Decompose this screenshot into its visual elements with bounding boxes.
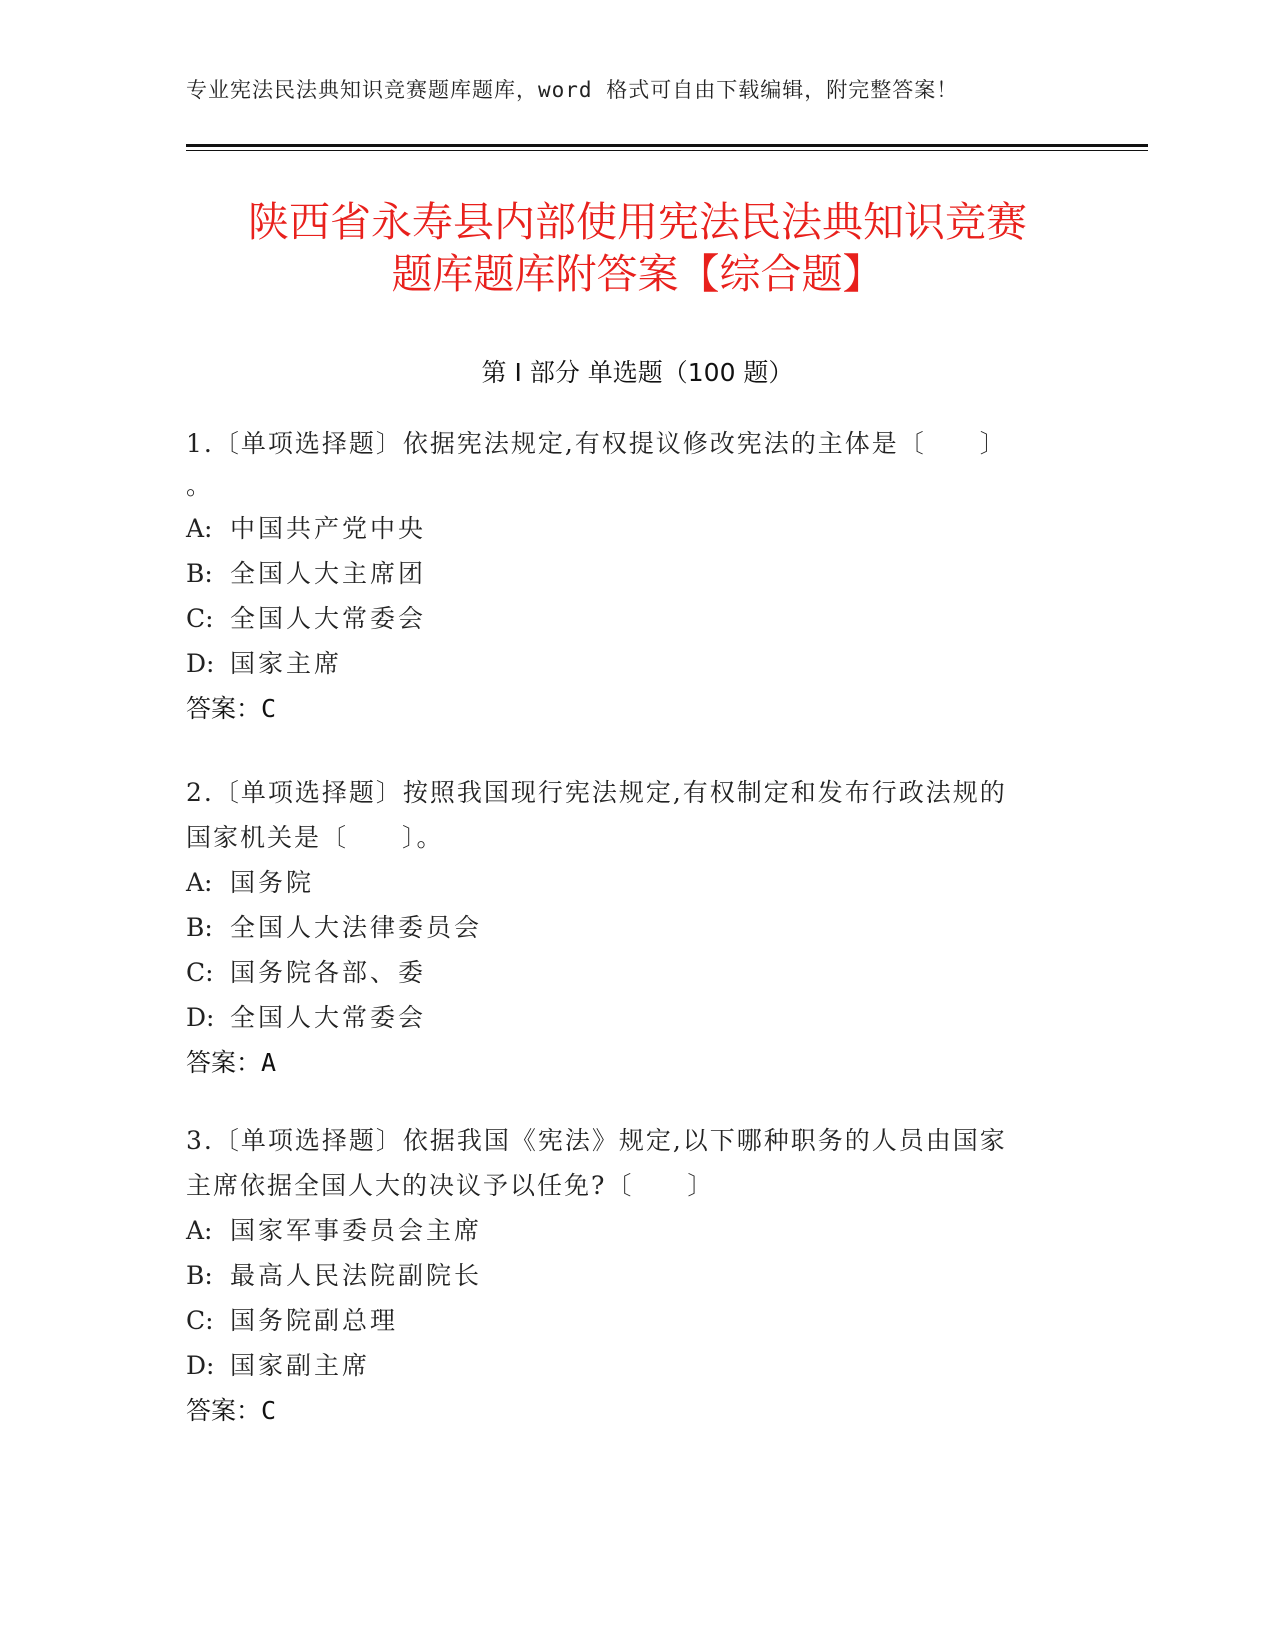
answer-line [186,686,1086,731]
option-d [186,995,1086,1040]
option-letter: C: [186,604,214,633]
option-letter: D: [186,1351,215,1380]
option-c [186,950,1086,995]
option-text: 全国人大法律委员会 [230,913,483,942]
answer-label: 答案： [186,1396,262,1425]
option-letter: B: [186,1261,213,1290]
option-letter: C: [186,958,214,987]
question-stem-line1: 1.〔单项选择题〕依据宪法规定,有权提议修改宪法的主体是〔 〕 [186,429,1007,458]
option-letter: D: [186,1003,215,1032]
document-title-line2: 题库题库附答案【综合题】 [391,250,884,298]
question-stem-line1: 2.〔单项选择题〕按照我国现行宪法规定,有权制定和发布行政法规的 [186,778,1007,807]
option-a [186,506,1086,551]
option-d [186,641,1086,686]
section-heading: 第 I 部分 单选题（100 题） [481,358,794,387]
answer-line [186,1040,1086,1085]
option-b [186,905,1086,950]
answer-value: C [261,694,277,723]
question-stem-line2: 主席依据全国人大的决议予以任免?〔 〕 [186,1171,715,1200]
option-text: 国家副主席 [230,1351,371,1380]
option-text: 全国人大主席团 [230,559,427,588]
option-letter: B: [186,559,213,588]
header-note: 专业宪法民法典知识竞赛题库题库，word 格式可自由下载编辑，附完整答案！ [186,78,959,102]
option-letter: A: [186,868,213,897]
document-title-line1: 陕西省永寿县内部使用宪法民法典知识竞赛 [248,198,1027,246]
option-c [186,596,1086,641]
question-1 [186,421,1086,731]
option-letter: B: [186,913,213,942]
document-title [150,196,1125,300]
option-text: 国务院各部、委 [230,958,427,987]
answer-label: 答案： [186,1048,262,1077]
answer-label: 答案： [186,694,262,723]
question-stem-line2: 国家机关是〔 〕。 [186,823,444,852]
option-letter: A: [186,514,213,543]
option-text: 中国共产党中央 [230,514,427,543]
answer-value: C [261,1396,277,1425]
option-d [186,1343,1086,1388]
header-rule-thick [186,144,1148,147]
header-rule-thin [186,150,1148,151]
option-b [186,1253,1086,1298]
option-letter: C: [186,1306,214,1335]
option-b [186,551,1086,596]
option-c [186,1298,1086,1343]
answer-value: A [261,1048,277,1077]
option-text: 国家军事委员会主席 [230,1216,483,1245]
option-a [186,1208,1086,1253]
answer-line [186,1388,1086,1433]
option-text: 国务院副总理 [230,1306,399,1335]
option-a [186,860,1086,905]
question-stem-line2: 。 [186,471,214,500]
option-text: 全国人大常委会 [230,1003,427,1032]
option-text: 国家主席 [230,649,343,678]
option-letter: D: [186,649,215,678]
option-text: 国务院 [230,868,315,897]
question-2 [186,770,1086,1085]
question-3 [186,1118,1086,1433]
question-stem-line1: 3.〔单项选择题〕依据我国《宪法》规定,以下哪种职务的人员由国家 [186,1126,1007,1155]
option-text: 全国人大常委会 [230,604,427,633]
option-text: 最高人民法院副院长 [230,1261,483,1290]
option-letter: A: [186,1216,213,1245]
